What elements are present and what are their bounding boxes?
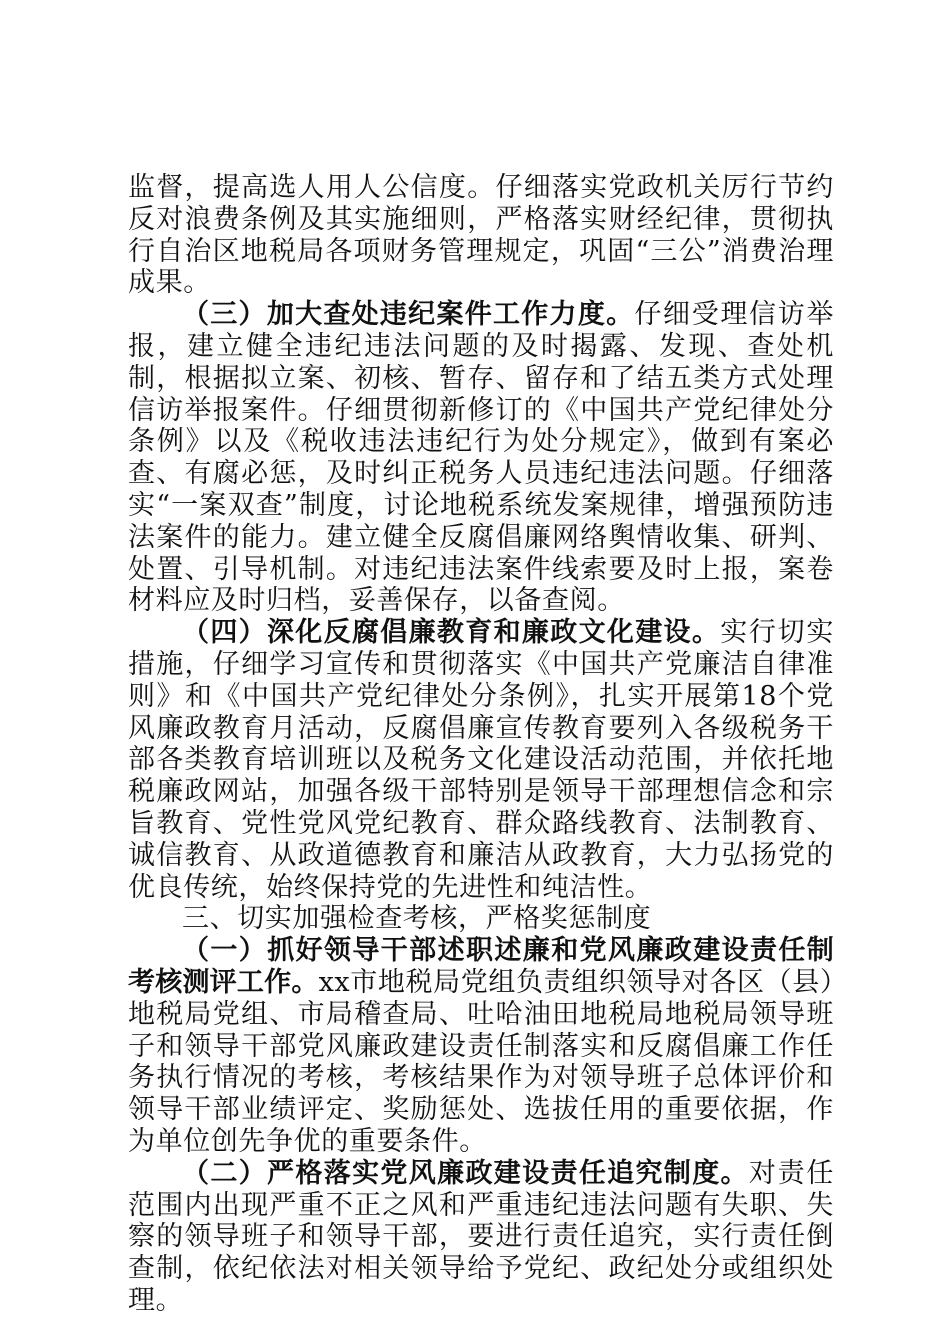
subsection-heading: （一）抓好领导干部述职述廉和党风廉政建设责任制考核测评工作。 bbox=[128, 935, 834, 998]
section-heading bbox=[128, 903, 834, 935]
document-body bbox=[128, 172, 834, 1317]
section-heading-text: 三、切实加强检查考核，严格奖惩制度 bbox=[182, 903, 652, 935]
paragraph-text: 仔细受理信访举报，建立健全违纪违法问题的及时揭露、发现、查处机制，根据拟立案、初核、暂存、留存和了结五类方式处理信访举报案件。仔细贯彻新修订的《中国共产党纪律处分条例》以及《税收违法违纪行为处分规定》，做到有案必查、有腐必惩，及时纠正税务人员违纪违法问题。仔细落实“一案双查”制度，讨论地税系统发案规律，增强预防违法案件的能力。建立健全反腐倡廉网络舆情收集、研判、处置、引导机制。对违纪违法案件线索要及时上报，案卷材料应及时归档，妥善保存，以备查阅。 bbox=[128, 299, 834, 617]
subsection-heading: （四）深化反腐倡廉教育和廉政文化建设。 bbox=[182, 617, 721, 649]
paragraph-assessment bbox=[128, 935, 834, 1158]
paragraph-text: 实行切实措施，仔细学习宣传和贯彻落实《中国共产党廉洁自律准则》和《中国共产党纪律处分条例》，扎实开展第18个党风廉政教育月活动，反腐倡廉宣传教育要列入各级税务干部各类教育培训班以及税务文化建设活动范围，并依托地税廉政网站，加强各级干部特别是领导干部理想信念和宗旨教育、党性党风党纪教育、群众路线教育、法制教育、诚信教育、从政道德教育和廉洁从政教育，大力弘扬党的优良传统，始终保持党的先进性和纯洁性。 bbox=[128, 617, 834, 903]
paragraph-supervision-continued bbox=[128, 172, 834, 299]
paragraph-integrity-education bbox=[128, 617, 834, 903]
paragraph-text: 对责任范围内出现严重不正之风和严重违纪违法问题有失职、失察的领导班子和领导干部，要进行责任追究，实行责任倒查制，依纪依法对相关领导给予党纪、政纪处分或组织处理。 bbox=[128, 1157, 834, 1316]
subsection-heading: （三）加大查处违纪案件工作力度。 bbox=[182, 299, 635, 331]
paragraph-case-investigation bbox=[128, 299, 834, 617]
subsection-heading: （二）严格落实党风廉政建设责任追究制度。 bbox=[182, 1157, 749, 1189]
paragraph-text: 监督，提高选人用人公信度。仔细落实党政机关厉行节约反对浪费条例及其实施细则，严格落实财经纪律，贯彻执行自治区地税局各项财务管理规定，巩固“三公”消费治理成果。 bbox=[128, 172, 834, 299]
paragraph-accountability bbox=[128, 1158, 834, 1317]
paragraph-text: xx市地税局党组负责组织领导对各区（县）地税局党组、市局稽查局、吐哈油田地税局地税局领导班子和领导干部党风廉政建设责任制落实和反腐倡廉工作任务执行情况的考核，考核结果作为对领导班子总体评价和领导干部业绩评定、奖励惩处、选拔任用的重要依据，作为单位创先争优的重要条件。 bbox=[128, 966, 835, 1157]
